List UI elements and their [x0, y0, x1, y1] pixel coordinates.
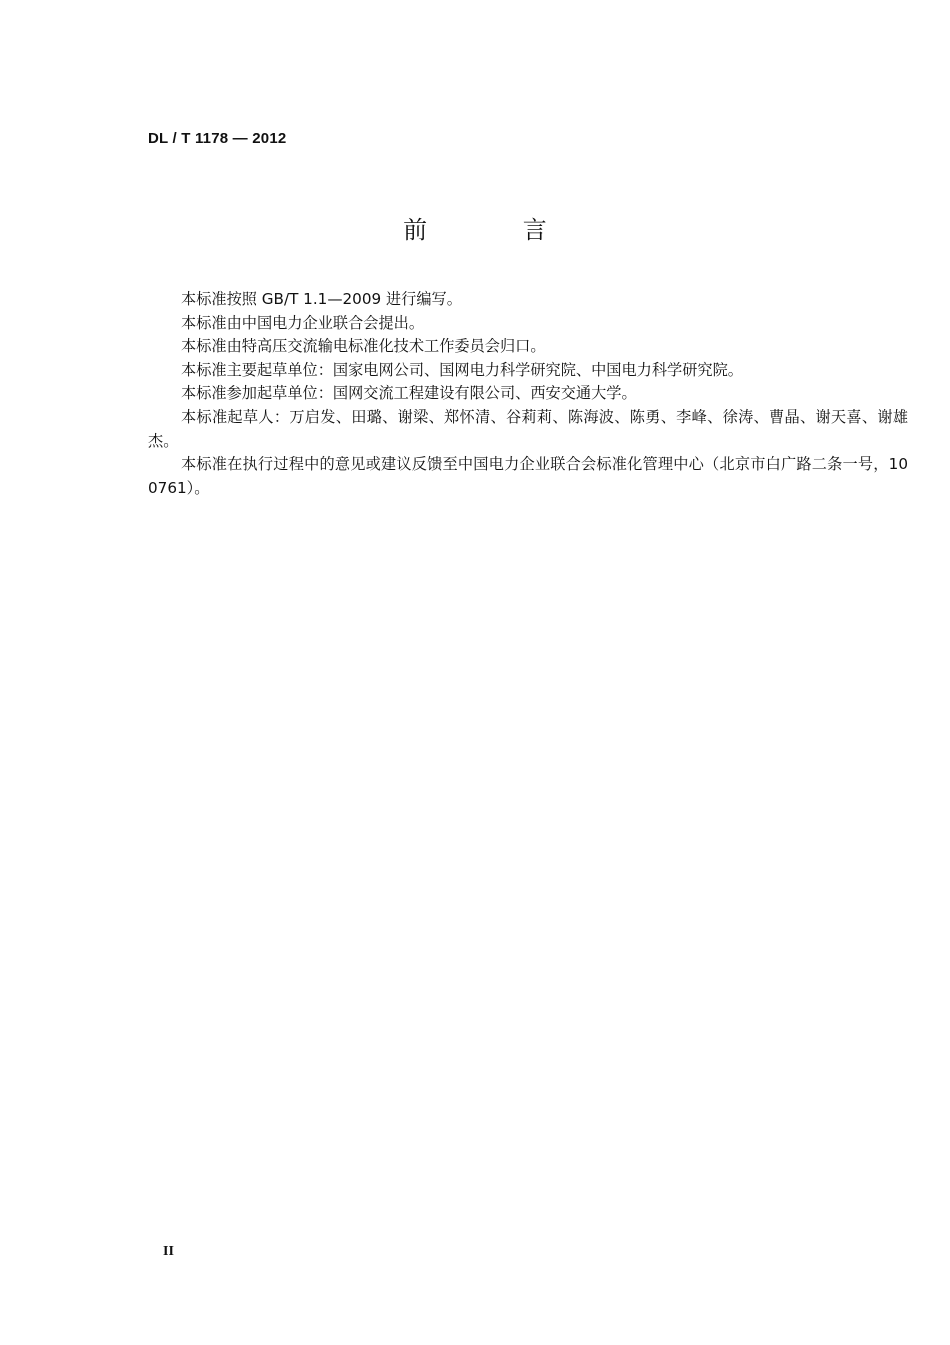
paragraph-proposer: 本标准由中国电力企业联合会提出。 — [181, 313, 424, 332]
paragraph-feedback: 本标准在执行过程中的意见或建议反馈至中国电力企业联合会标准化管理中心（北京市白广路二条一号，100761）。 — [148, 455, 908, 497]
paragraph-committee: 本标准由特高压交流输电标准化技术工作委员会归口。 — [181, 337, 546, 356]
paragraph-main-drafting-units: 本标准主要起草单位：国家电网公司、国网电力科学研究院、中国电力科学研究院。 — [181, 360, 743, 379]
paragraph-drafters: 本标准起草人：万启发、田璐、谢梁、郑怀清、谷莉莉、陈海波、陈勇、李峰、徐涛、曹晶、谢天喜、谢雄杰。 — [148, 407, 908, 450]
page-number: II — [163, 1244, 174, 1259]
foreword-body — [148, 288, 908, 500]
standard-number: DL / T 1178 — 2012 — [148, 130, 287, 147]
paragraph-participating-units: 本标准参加起草单位：国网交流工程建设有限公司、西安交通大学。 — [181, 384, 637, 403]
page-title: 前 言 — [403, 216, 591, 244]
paragraph-drafting-rules: 本标准按照 GB/T 1.1—2009 进行编写。 — [181, 290, 462, 308]
